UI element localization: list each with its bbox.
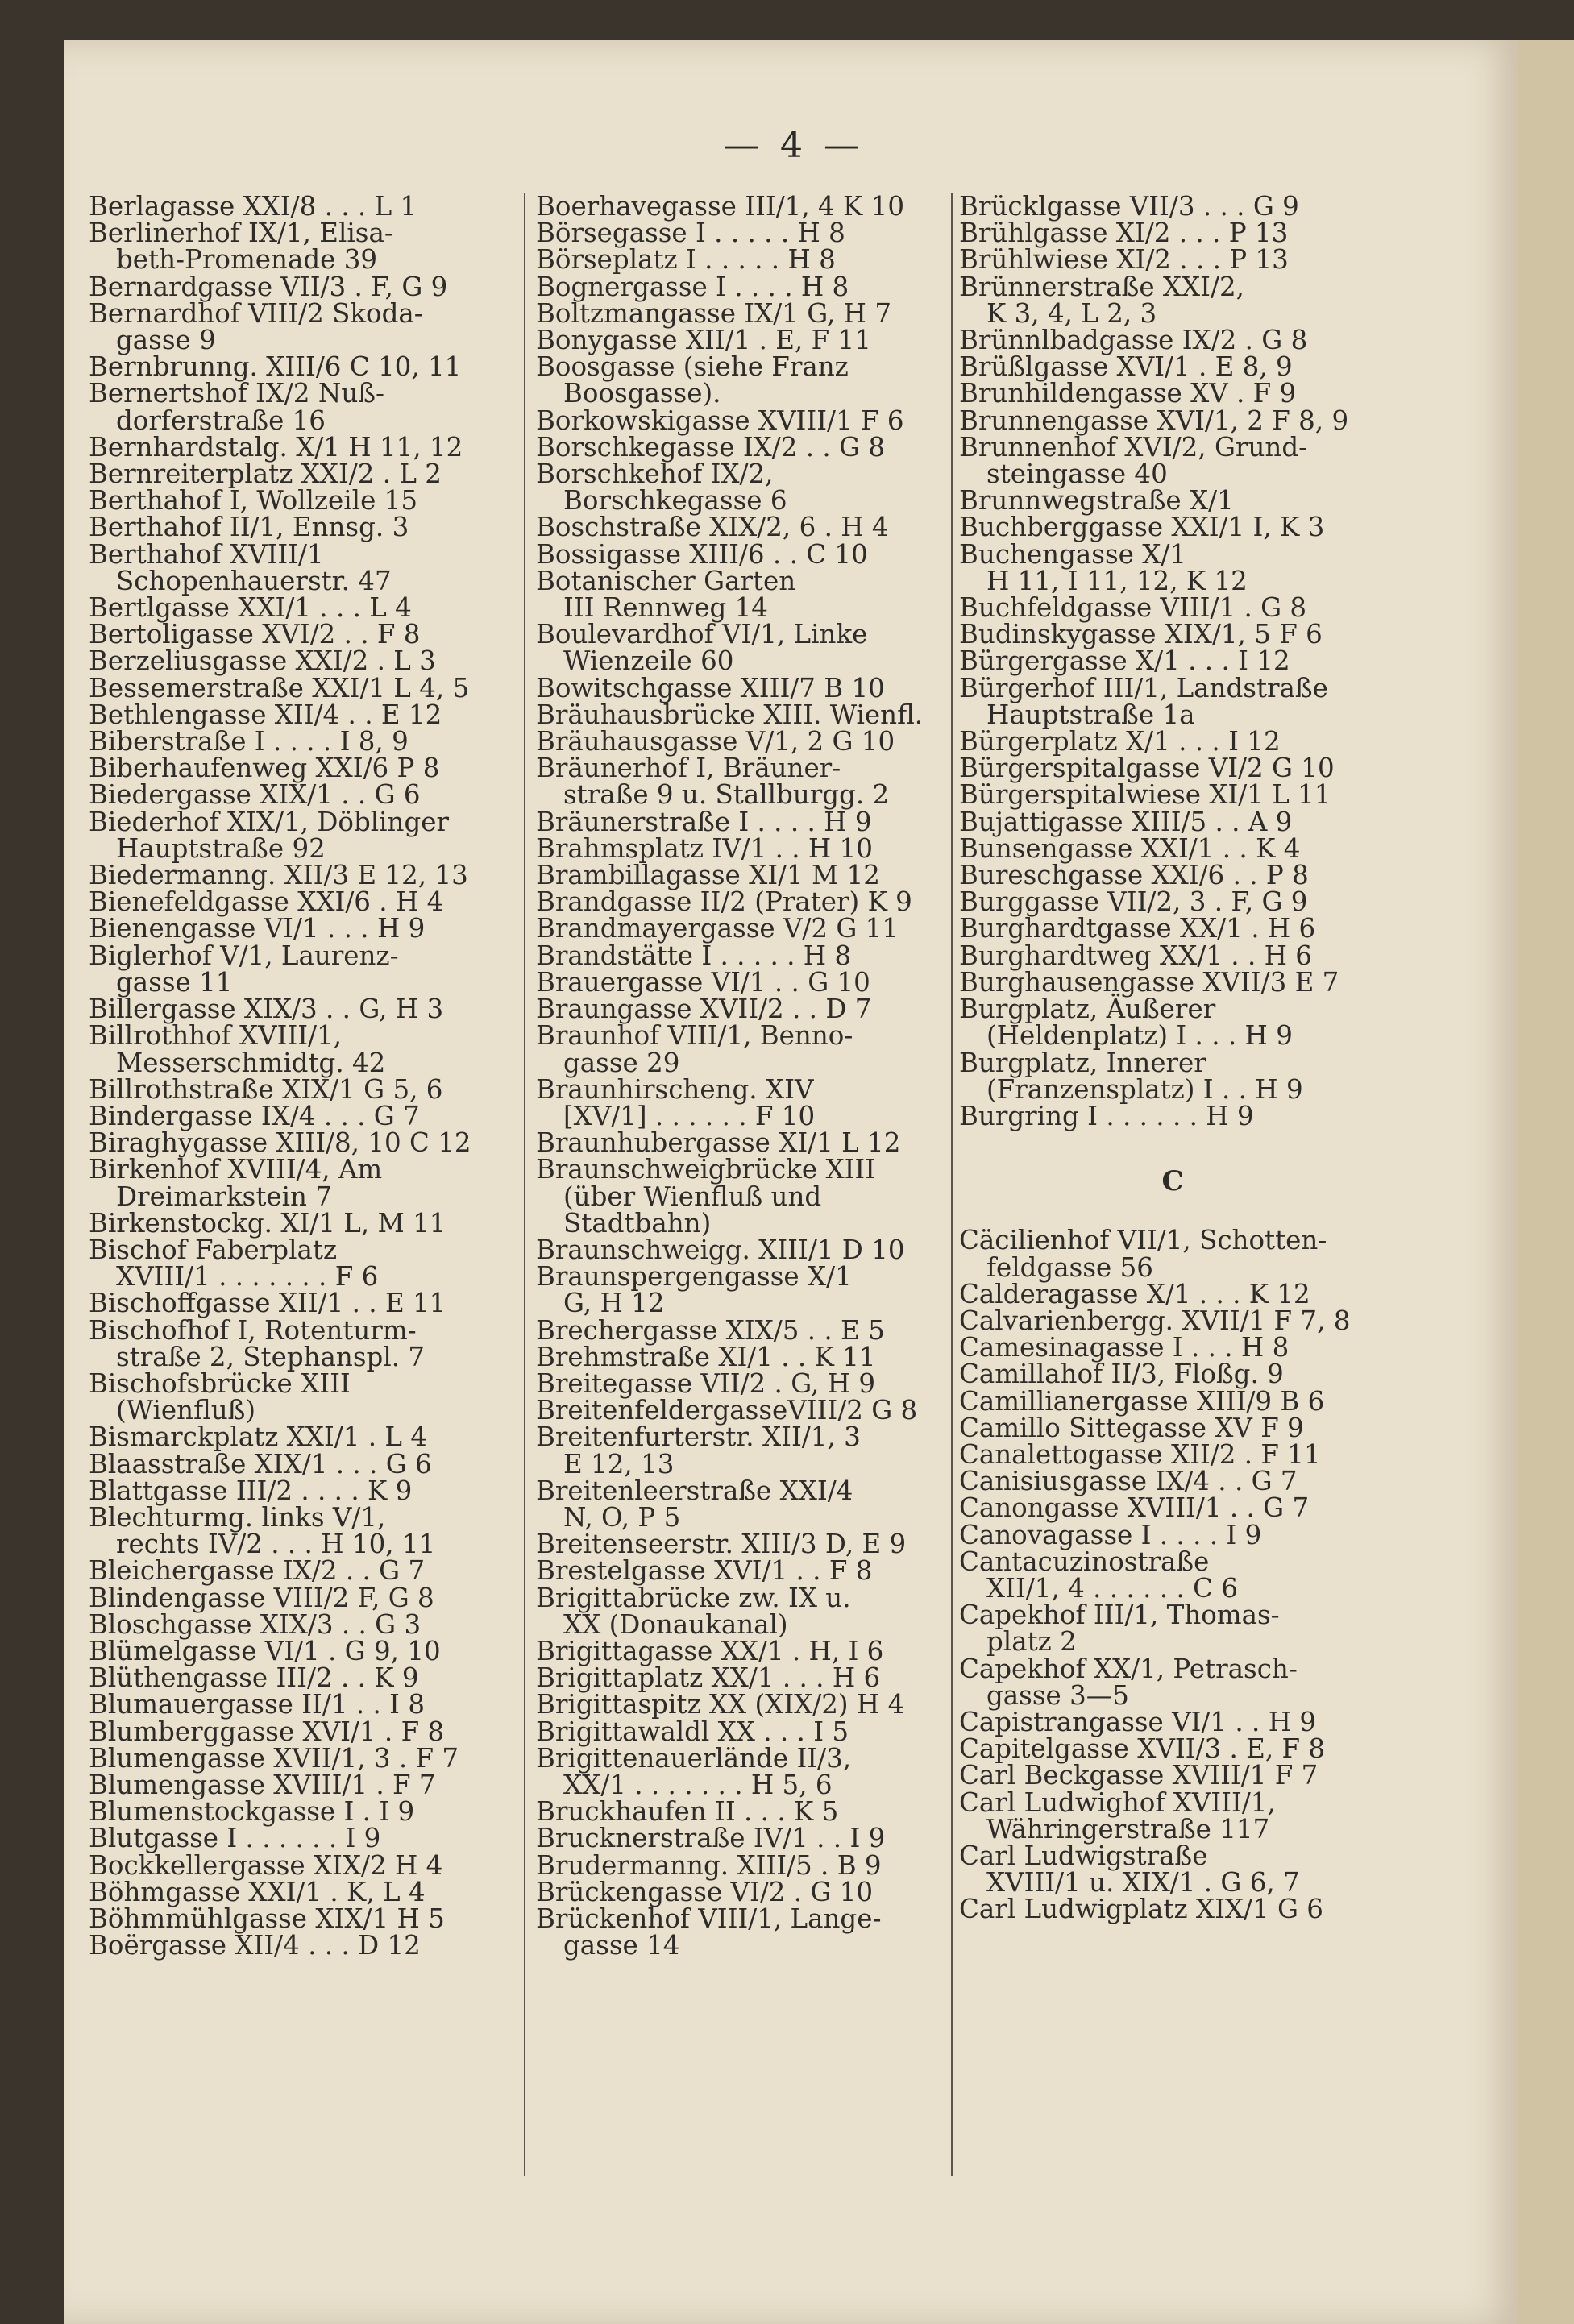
index-entry: Braunspergengasse X/1 [536,1261,852,1293]
index-entry: G, H 12 [563,1288,665,1319]
index-entry: Breitenseerstr. XIII/3 D, E 9 [536,1529,907,1560]
index-column-3 [959,193,1386,1924]
index-entry: Braunschweigbrücke XIII [536,1154,876,1185]
index-entry: Camillo Sittegasse XV F 9 [959,1412,1304,1443]
index-entry: Biberhaufenweg XXI/6 P 8 [89,753,440,784]
index-entry: Berthahof II/1, Ennsg. 3 [89,512,409,543]
index-entry: Burgring I . . . . . . H 9 [959,1100,1254,1131]
index-entry: Buchfeldgasse VIII/1 . G 8 [959,592,1307,624]
index-entry: Bernreiterplatz XXI/2 . L 2 [89,459,442,490]
index-entry: feldgasse 56 [986,1251,1153,1283]
index-entry: Bienengasse VI/1 . . . H 9 [89,913,426,944]
index-entry: XX (Donaukanal) [563,1608,788,1640]
index-entry: Breitenleerstraße XXI/4 [536,1475,853,1506]
index-entry: Capitelgasse XVII/3 . E, F 8 [959,1733,1326,1765]
index-entry: Braunhubergasse XI/1 L 12 [536,1127,901,1159]
index-entry: Brauergasse VI/1 . . G 10 [536,966,870,998]
index-entry: Bürgerspitalgasse VI/2 G 10 [959,753,1335,784]
index-entry: Währingerstraße 117 [986,1813,1270,1845]
index-entry: Biedergasse XIX/1 . . G 6 [89,779,421,811]
index-entry: Brechergasse XIX/5 . . E 5 [536,1314,885,1346]
index-entry: Boulevardhof VI/1, Linke [536,619,868,650]
index-entry: Brehmstraße XI/1 . . K 11 [536,1341,876,1372]
index-entry: Boschstraße XIX/2, 6 . H 4 [536,512,889,543]
index-entry: Brückenhof VIII/1, Lange- [536,1903,882,1934]
index-entry: Camillianergasse XIII/9 B 6 [959,1385,1325,1417]
index-entry: Carl Ludwighof XVIII/1, [959,1787,1276,1818]
index-entry: Bismarckplatz XXI/1 . L 4 [89,1421,427,1453]
index-entry: Dreimarkstein 7 [116,1181,332,1212]
index-entry: Bräuhausbrücke XIII. Wienfl. [536,699,924,730]
index-column-1 [89,193,516,1959]
index-entry: Bischofhof I, Rotenturm- [89,1314,417,1346]
index-entry: Brambillagasse XI/1 M 12 [536,860,880,891]
index-entry: Böhmmühlgasse XIX/1 H 5 [89,1903,445,1934]
index-entry: Boerhavegasse III/1, 4 K 10 [536,191,904,222]
index-entry: Bischof Faberplatz [89,1234,338,1265]
index-entry: Brunnwegstraße X/1 [959,485,1234,517]
index-entry: [XV/1] . . . . . . F 10 [563,1100,816,1131]
index-entry: Brunnenhof XVI/2, Grund- [959,431,1308,463]
index-entry: platz 2 [986,1626,1077,1658]
index-entry: Brücklgasse VII/3 . . . G 9 [959,191,1299,222]
index-entry: Blüthengasse III/2 . . K 9 [89,1662,419,1694]
index-entry: Blumengasse XVIII/1 . F 7 [89,1769,436,1800]
index-entry: Bürgergasse X/1 . . . I 12 [959,645,1290,677]
index-entry: Böhmgasse XXI/1 . K, L 4 [89,1876,426,1907]
index-entry: Canongasse XVIII/1 . . G 7 [959,1492,1310,1524]
index-entry: Canalettogasse XII/2 . F 11 [959,1438,1321,1470]
index-entry: straße 2, Stephanspl. 7 [116,1341,426,1372]
index-entry: Brandstätte I . . . . . H 8 [536,940,852,971]
index-entry: Brudermanng. XIII/5 . B 9 [536,1849,882,1881]
index-entry: Berthahof I, Wollzeile 15 [89,485,417,517]
index-entry: Biedermanng. XII/3 E 12, 13 [89,860,468,891]
index-entry: Berzeliusgasse XXI/2 . L 3 [89,645,436,677]
index-entry: III Rennweg 14 [563,592,768,624]
index-entry: Brüßlgasse XVI/1 . E 8, 9 [959,351,1293,383]
index-entry: Calvarienbergg. XVII/1 F 7, 8 [959,1305,1351,1336]
index-entry: Borkowskigasse XVIII/1 F 6 [536,405,904,436]
index-entry: Braunhirscheng. XIV [536,1073,814,1105]
index-entry: Bräunerhof I, Bräuner- [536,753,841,784]
index-entry: Capekhof III/1, Thomas- [959,1600,1280,1631]
index-entry: Burghausengasse XVII/3 E 7 [959,966,1339,998]
index-entry: Burgplatz, Äußerer [959,994,1216,1025]
index-entry: Boosgasse). [563,378,721,409]
index-entry: Bonygasse XII/1 . E, F 11 [536,325,871,356]
index-entry: Brühlwiese XI/2 . . . P 13 [959,244,1289,276]
index-entry: Messerschmidtg. 42 [116,1047,386,1078]
index-entry: Bertoligasse XVI/2 . . F 8 [89,619,421,650]
index-entry: Börseplatz I . . . . . H 8 [536,244,836,276]
index-entry: Buchberggasse XXI/1 I, K 3 [959,512,1325,543]
index-entry: Boltzmangasse IX/1 G, H 7 [536,297,892,329]
index-entry: Blutgasse I . . . . . . I 9 [89,1823,381,1854]
index-entry: Bräunerstraße I . . . . H 9 [536,806,872,837]
index-entry: Brigittawaldl XX . . . I 5 [536,1716,849,1747]
index-entry: rechts IV/2 . . . H 10, 11 [116,1529,436,1560]
index-entry: Borschkehof IX/2, [536,459,774,490]
index-entry: N, O, P 5 [563,1501,681,1533]
index-column-2 [536,193,963,1959]
index-entry: XX/1 . . . . . . . H 5, 6 [563,1769,833,1800]
index-entry: Bischoffgasse XII/1 . . E 11 [89,1288,446,1319]
page [64,40,1523,2324]
index-entry: Carl Ludwigstraße [959,1840,1208,1871]
index-entry: Bräuhausgasse V/1, 2 G 10 [536,726,895,757]
index-entry: Breitegasse VII/2 . G, H 9 [536,1367,876,1399]
index-entry: Börsegasse I . . . . . H 8 [536,218,845,249]
index-entry: Camesinagasse I . . . H 8 [959,1332,1290,1363]
index-entry: Brahmsplatz IV/1 . . H 10 [536,832,873,864]
index-entry: Brühlgasse XI/2 . . . P 13 [959,218,1289,249]
index-entry: Buchengasse X/1 [959,538,1186,570]
index-entry: Budinskygasse XIX/1, 5 F 6 [959,619,1323,650]
index-entry: Burggasse VII/2, 3 . F, G 9 [959,886,1308,918]
index-entry: Billrothhof XVIII/1, [89,1020,343,1052]
index-entry: Blindengasse VIII/2 F, G 8 [89,1582,434,1613]
index-entry: Brestelgasse XVI/1 . . F 8 [536,1555,873,1587]
index-entry: Brünnerstraße XXI/2, [959,271,1244,302]
index-entry: Bürgerplatz X/1 . . . I 12 [959,726,1281,757]
index-entry: Botanischer Garten [536,565,796,596]
index-entry: Bossigasse XIII/6 . . C 10 [536,538,868,570]
index-entry: Bowitschgasse XIII/7 B 10 [536,672,885,703]
index-entry: Bethlengasse XII/4 . . E 12 [89,699,442,730]
index-entry: Brückengasse VI/2 . G 10 [536,1876,874,1907]
index-entry: Hauptstraße 1a [986,699,1195,730]
index-entry: XII/1, 4 . . . . . . C 6 [986,1572,1238,1604]
index-entry: Borschkegasse IX/2 . . G 8 [536,431,886,463]
index-entry: Bernardgasse VII/3 . F, G 9 [89,271,448,302]
index-entry: Brigittaspitz XX (XIX/2) H 4 [536,1689,905,1720]
index-entry: H 11, I 11, 12, K 12 [986,565,1248,596]
index-entry: Blumenstockgasse I . I 9 [89,1796,415,1828]
index-entry: gasse 9 [116,325,216,356]
index-entry: Blumengasse XVII/1, 3 . F 7 [89,1742,459,1774]
index-entry: Biberstraße I . . . . I 8, 9 [89,726,409,757]
index-entry: Carl Ludwigplatz XIX/1 G 6 [959,1894,1323,1925]
index-entry: Bockkellergasse XIX/2 H 4 [89,1849,443,1881]
page-number: — 4 — [724,125,864,166]
index-entry: Bürgerhof III/1, Landstraße [959,672,1328,703]
index-entry: Bertlgasse XXI/1 . . . L 4 [89,592,412,624]
index-entry: Blaasstraße XIX/1 . . . G 6 [89,1448,432,1479]
index-entry: (Heldenplatz) I . . . H 9 [986,1020,1293,1052]
index-entry: Bischofsbrücke XIII [89,1367,351,1399]
index-entry: Braunschweigg. XIII/1 D 10 [536,1234,905,1265]
index-entry: Bruckhaufen II . . . K 5 [536,1796,839,1828]
index-entry: Borschkegasse 6 [563,485,787,517]
index-entry: Blattgasse III/2 . . . . K 9 [89,1475,413,1506]
index-entry: Brünnlbadgasse IX/2 . G 8 [959,325,1308,356]
index-entry: gasse 11 [116,966,233,998]
index-entry: (Franzensplatz) I . . H 9 [986,1073,1303,1105]
index-entry: Bernertshof IX/2 Nuß- [89,378,384,409]
index-entry: Biraghygasse XIII/8, 10 C 12 [89,1127,471,1159]
index-entry: Brigittabrücke zw. IX u. [536,1582,851,1613]
index-entry: (über Wienfluß und [563,1181,822,1212]
index-entry: Calderagasse X/1 . . . K 12 [959,1278,1310,1309]
index-entry: E 12, 13 [563,1448,675,1479]
index-entry: Bindergasse IX/4 . . . G 7 [89,1100,420,1131]
index-entry: BreitenfeldergasseVIII/2 G 8 [536,1395,918,1426]
index-entry: Biederhof XIX/1, Döblinger [89,806,450,837]
index-entry: Braungasse XVII/2 . . D 7 [536,994,872,1025]
index-entry: Biglerhof V/1, Laurenz- [89,940,399,971]
index-entry: Berlinerhof IX/1, Elisa- [89,218,393,249]
index-entry: Stadtbahn) [563,1207,712,1239]
index-entry: Bureschgasse XXI/6 . . P 8 [959,860,1309,891]
index-entry: Brigittenauerlände II/3, [536,1742,852,1774]
index-entry: Canisiusgasse IX/4 . . G 7 [959,1466,1298,1497]
index-entry: dorferstraße 16 [116,405,326,436]
index-entry: Berthahof XVIII/1 [89,538,324,570]
index-entry: Boërgasse XII/4 . . . D 12 [89,1930,421,1961]
index-entry: XVIII/1 u. XIX/1 . G 6, 7 [986,1867,1300,1899]
index-entry: straße 9 u. Stallburgg. 2 [563,779,890,811]
index-entry: Hauptstraße 92 [116,832,326,864]
index-entry: gasse 29 [563,1047,680,1078]
index-entry: Billergasse XIX/3 . . G, H 3 [89,994,444,1025]
index-entry: Bessemerstraße XXI/1 L 4, 5 [89,672,470,703]
index-entry: Bloschgasse XIX/3 . . G 3 [89,1608,422,1640]
index-entry: Brunnengasse XVI/1, 2 F 8, 9 [959,405,1349,436]
index-entry: Brigittagasse XX/1 . H, I 6 [536,1635,884,1666]
index-entry: Bernhardstalg. X/1 H 11, 12 [89,431,463,463]
index-entry: Bujattigasse XIII/5 . . A 9 [959,806,1293,837]
index-entry: Schopenhauerstr. 47 [116,565,392,596]
column-rule-1 [524,193,525,2176]
index-entry: Bunsengasse XXI/1 . . K 4 [959,832,1301,864]
index-entry: Blechturmg. links V/1, [89,1501,386,1533]
index-entry: Camillahof II/3, Floßg. 9 [959,1359,1284,1390]
page-edge [1518,40,1574,2324]
index-entry: Birkenhof XVIII/4, Am [89,1154,383,1185]
index-entry: Brandmayergasse V/2 G 11 [536,913,899,944]
index-entry: Bernardhof VIII/2 Skoda- [89,297,423,329]
index-entry: Capistrangasse VI/1 . . H 9 [959,1706,1317,1737]
index-entry: Carl Beckgasse XVIII/1 F 7 [959,1760,1319,1791]
index-entry: Blumauergasse II/1 . . I 8 [89,1689,426,1720]
index-entry: Brunhildengasse XV . F 9 [959,378,1297,409]
index-entry: Braunhof VIII/1, Benno- [536,1020,853,1052]
index-entry: Capekhof XX/1, Petrasch- [959,1653,1298,1684]
index-entry: Burgplatz, Innerer [959,1047,1206,1078]
section-letter: C [1161,1165,1184,1198]
index-entry: Blumberggasse XVI/1 . F 8 [89,1716,445,1747]
index-entry: Burghardtgasse XX/1 . H 6 [959,913,1316,944]
index-entry: Brigittaplatz XX/1 . . . H 6 [536,1662,881,1694]
index-entry: Brandgasse II/2 (Prater) K 9 [536,886,912,918]
index-entry: beth-Promenade 39 [116,244,378,276]
index-entry: K 3, 4, L 2, 3 [986,297,1157,329]
index-entry: gasse 3—5 [986,1679,1129,1711]
index-entry: Bürgerspitalwiese XI/1 L 11 [959,779,1331,811]
index-entry: Birkenstockg. XI/1 L, M 11 [89,1207,446,1239]
index-entry: Breitenfurterstr. XII/1, 3 [536,1421,861,1453]
index-entry: gasse 14 [563,1930,680,1961]
index-entry: Burghardtweg XX/1 . . H 6 [959,940,1312,971]
index-entry: Canovagasse I . . . . I 9 [959,1519,1262,1550]
index-entry: Bienefeldgasse XXI/6 . H 4 [89,886,444,918]
index-entry: (Wienfluß) [116,1395,256,1426]
index-entry: Bognergasse I . . . . H 8 [536,271,849,302]
index-entry: Billrothstraße XIX/1 G 5, 6 [89,1073,443,1105]
index-entry: Cäcilienhof VII/1, Schotten- [959,1225,1327,1256]
index-entry: Berlagasse XXI/8 . . . L 1 [89,191,417,222]
index-entry: Bleichergasse IX/2 . . G 7 [89,1555,426,1587]
index-entry: Cantacuzinostraße [959,1546,1210,1577]
index-entry: Brucknerstraße IV/1 . . I 9 [536,1823,886,1854]
index-entry: Blümelgasse VI/1 . G 9, 10 [89,1635,441,1666]
index-entry: Wienzeile 60 [563,645,734,677]
index-entry: XVIII/1 . . . . . . . F 6 [116,1261,379,1293]
index-entry: Bernbrunng. XIII/6 C 10, 11 [89,351,462,383]
index-entry: Boosgasse (siehe Franz [536,351,849,383]
index-entry: steingasse 40 [986,459,1168,490]
